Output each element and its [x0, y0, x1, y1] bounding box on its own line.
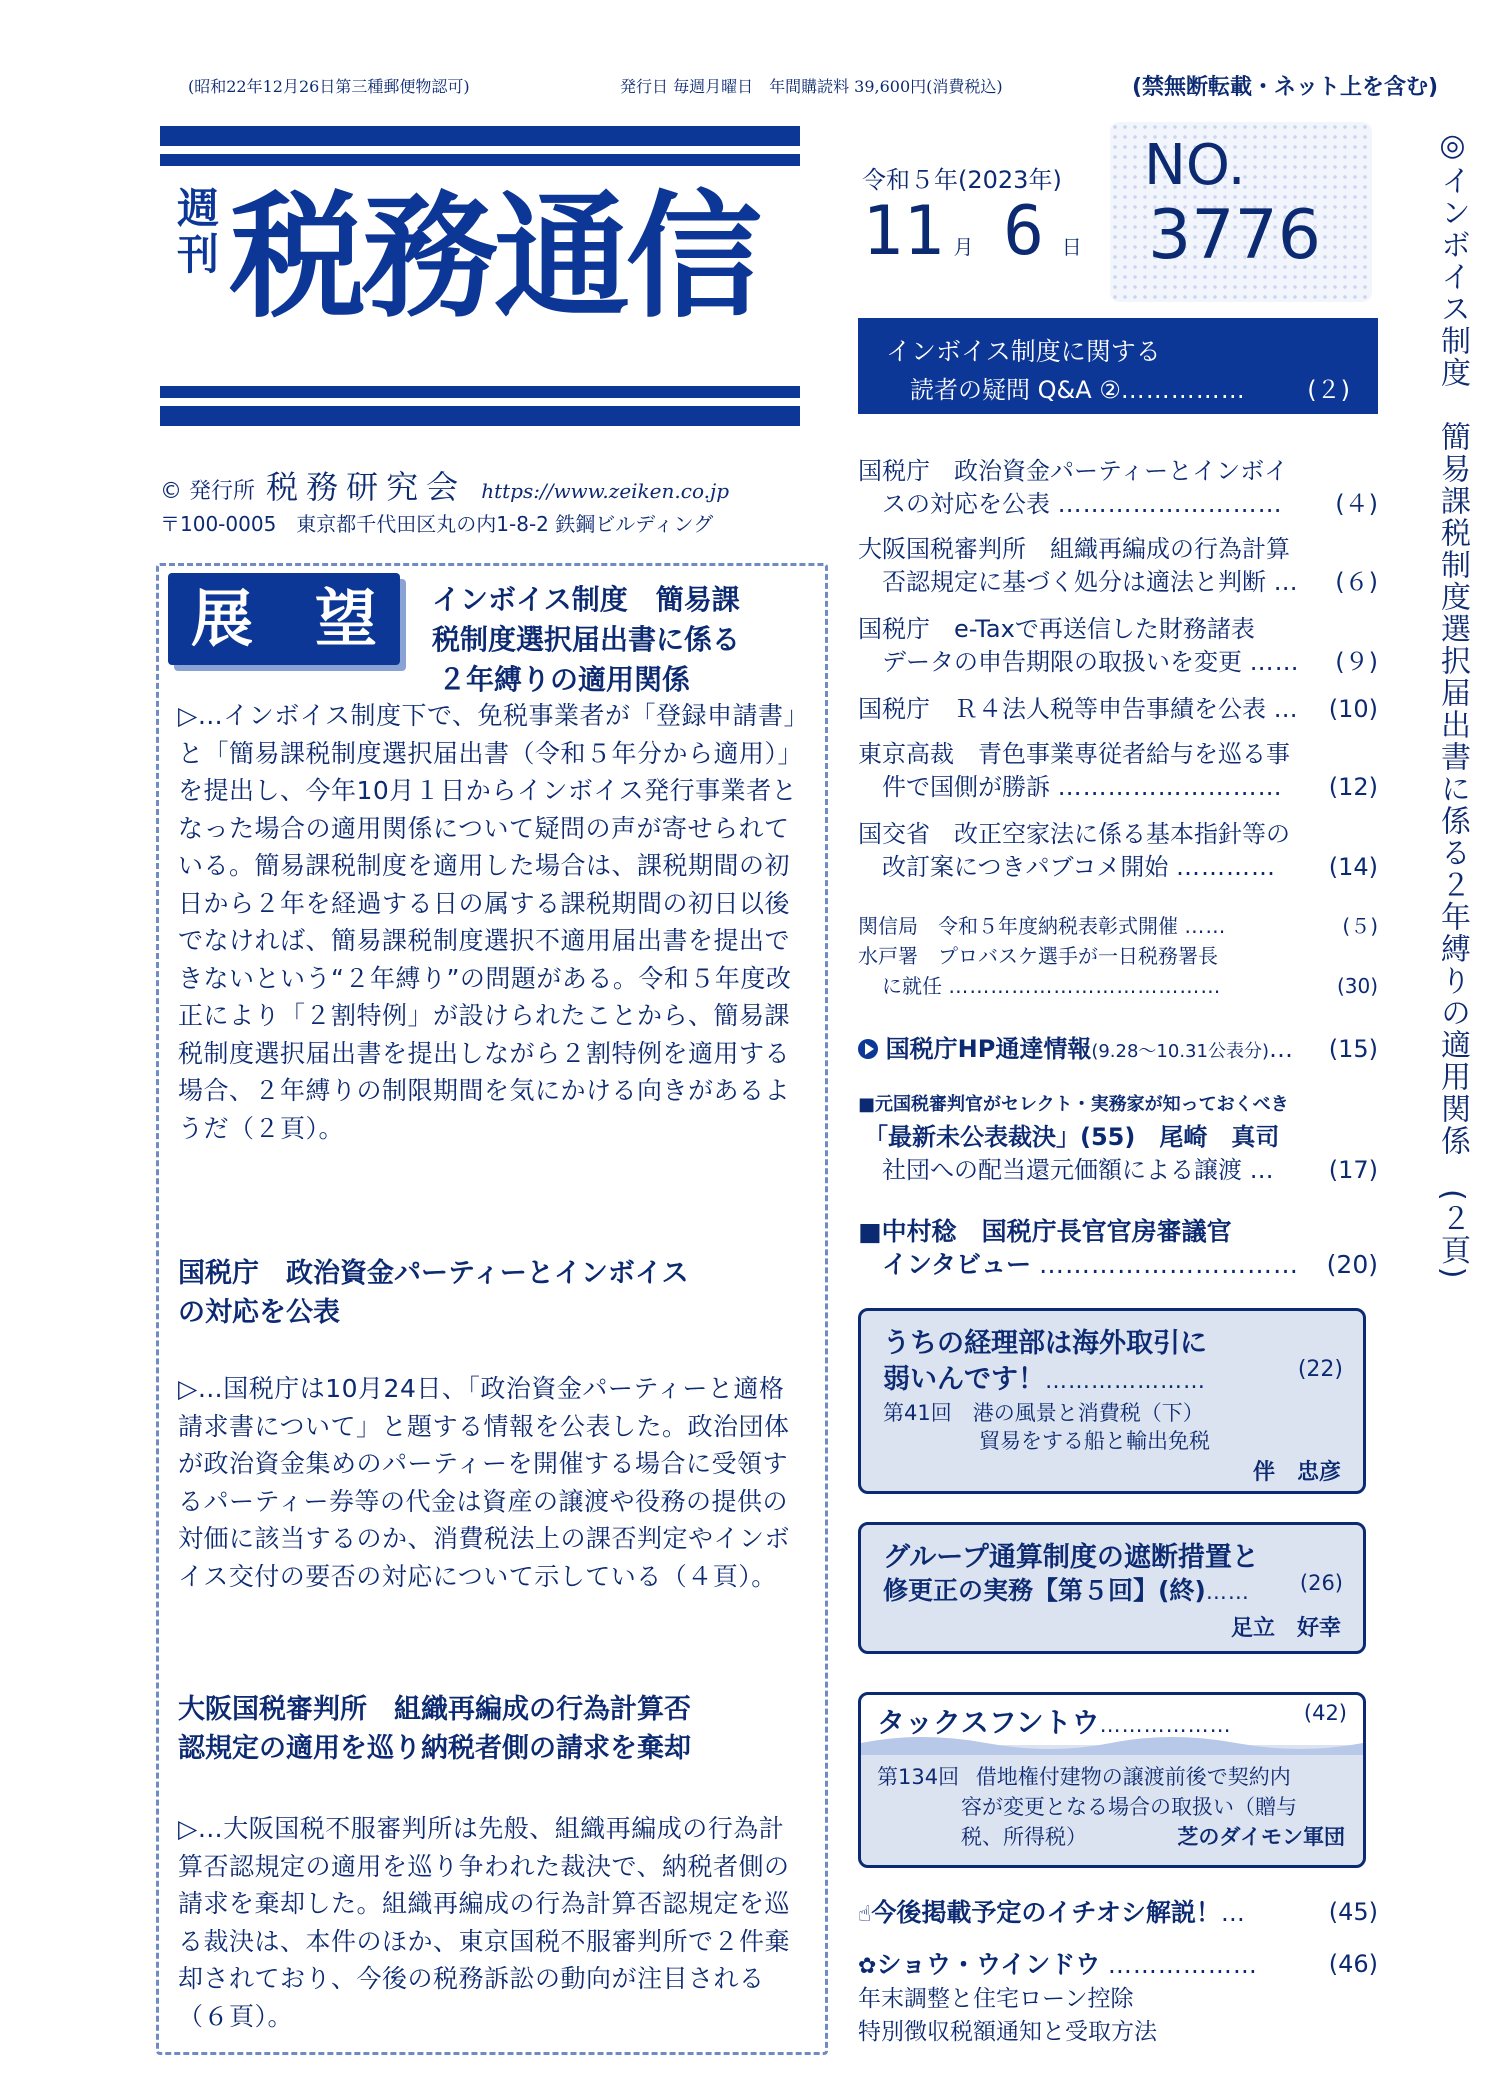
- copyright-label: © 発行所: [160, 479, 255, 504]
- hp-info-page: (15): [1328, 1035, 1378, 1063]
- toc-item[interactable]: 国交省 改正空家法に係る基本指針等の 改訂案につきパブコメ開始 ………… (14): [858, 818, 1378, 884]
- saiketsu-page: (17): [1328, 1156, 1378, 1184]
- serial1-page: (22): [1297, 1357, 1343, 1382]
- serial3-title-row: タックスフントウ……………… (42): [877, 1701, 1347, 1739]
- upcoming-page: (45): [1328, 1898, 1378, 1926]
- serial3-page: (42): [1303, 1701, 1347, 1725]
- publisher-name: 税務研究会: [266, 468, 467, 506]
- toc-item-title: 国税庁 e-Taxで再送信した財務諸表: [858, 615, 1255, 643]
- show-window-page: (46): [1328, 1950, 1378, 1978]
- serial2-title-2: 修更正の実務【第５回】(終): [883, 1576, 1206, 1605]
- serial1-title-row: 弱いんです！………………… (22): [883, 1357, 1343, 1395]
- tenbou-badge-label: 展 望: [190, 582, 377, 655]
- show-window-label: ショウ・ウインドウ: [876, 1950, 1101, 1979]
- publication-title: 税務通信: [230, 177, 758, 337]
- upcoming-item[interactable]: ☝今後掲載予定のイチオシ解説！… (45): [858, 1898, 1378, 1927]
- interview-title: ■中村稔 国税庁長官官房審議官: [858, 1217, 1232, 1246]
- serial3-episode-3-row: [961, 1821, 1345, 1851]
- toc-small-title: 関信局 令和５年度納税表彰式開催: [858, 914, 1178, 938]
- interview-page: (20): [1326, 1250, 1378, 1279]
- serial-taxfuntou-box[interactable]: [858, 1692, 1366, 1868]
- toc-small-title: 水戸署 プロバスケ選手が一日税務署長: [858, 944, 1218, 968]
- toc-item[interactable]: 国税庁 政治資金パーティーとインボイ スの対応を公表 ……………………… (４): [858, 455, 1378, 521]
- day-unit: 日: [1061, 235, 1082, 259]
- saiketsu-title: 「最新未公表裁決」(55) 尾崎 真司: [864, 1123, 1280, 1151]
- toc-item-page: (９): [1335, 648, 1378, 676]
- weekly-label: 週刊: [176, 184, 219, 279]
- serial1-author: 伴 忠彦: [1252, 1460, 1341, 1485]
- toc-small-page: (５): [1342, 914, 1378, 938]
- issue-era: 令和５年(2023年): [862, 166, 1062, 194]
- saiketsu-intro: ■元国税審判官がセレクト・実務家が知っておくべき: [858, 1094, 1289, 1115]
- flower-icon: ✿: [858, 1954, 877, 1979]
- serial1-title-1: うちの経理部は海外取引に: [883, 1328, 1207, 1359]
- show-window-item-2: 特別徴収税額通知と受取方法: [858, 2019, 1157, 2045]
- toc-item[interactable]: 国税庁 e-Taxで再送信した財務諸表 データの申告期限の取扱いを変更 …… (９): [858, 613, 1378, 679]
- month-unit: 月: [953, 235, 974, 259]
- vertical-headline: ◎インボイス制度 簡易課税制度選択届出書に係る２年縛りの適用関係 (２頁): [1435, 128, 1470, 1281]
- article3-body: ▷…大阪国税不服審判所は先般、組織再編成の行為計算否認規定の適用を巡り争われた裁決で、納税者側の請求を棄却した。組織再編成の行為計算否認規定を巡る裁決は、本件のほか、東京国税不服審判所で２件棄却されており、今後の税務訴訟の動向が注目される（６頁）。: [178, 1814, 791, 2031]
- tenbou-headline-line-3: ２年縛りの適用関係: [438, 663, 691, 696]
- serial1-sub: 貿易をする船と輸出免税: [979, 1429, 1210, 1453]
- toc-item-title: 大阪国税審判所 組織再編成の行為計算: [858, 535, 1290, 563]
- publisher-block: [160, 462, 729, 508]
- serial-group-tax-box[interactable]: [858, 1522, 1366, 1654]
- article3-headline: [178, 1690, 798, 1768]
- hp-info-label: 国税庁HP通達情報: [885, 1035, 1092, 1063]
- pointing-hand-icon: ☝: [858, 1902, 872, 1927]
- serial3-episode-2: 容が変更となる場合の取扱い（贈与: [961, 1795, 1297, 1819]
- issue-day: 6: [1003, 192, 1045, 271]
- toc-item-title-cont: スの対応を公表: [882, 490, 1050, 518]
- toc-item-page: (10): [1328, 695, 1378, 723]
- toc-item-title-cont: 否認規定に基づく処分は適法と判断: [882, 568, 1266, 596]
- feature-line-1: インボイス制度に関する: [886, 337, 1161, 366]
- issue-month: 11: [862, 192, 944, 271]
- toc-item[interactable]: 大阪国税審判所 組織再編成の行為計算 否認規定に基づく処分は適法と判断 … (６): [858, 533, 1378, 599]
- feature-line-2: 読者の疑問 Q&A ②: [910, 376, 1121, 404]
- tenbou-headline-line-2: 税制度選択届出書に係る: [432, 623, 741, 656]
- serial3-title: タックスフントウ: [877, 1706, 1100, 1739]
- upcoming-label: 今後掲載予定のイチオシ解説！: [871, 1898, 1221, 1927]
- toc-small-title-cont: に就任: [882, 974, 942, 998]
- serial3-episode-row: [877, 1761, 1291, 1791]
- toc-small-item[interactable]: 関信局 令和５年度納税表彰式開催 …… (５): [858, 911, 1378, 941]
- tenbou-body: ▷…インボイス制度下で、免税事業者が「登録申請書」と「簡易課税制度選択届出書（令和５年分から適用）」を提出し、今年10月１日からインボイス発行事業者となった場合の適用関係について疑問の声が寄せられている。簡易課税制度を適用した場合は、課税期間の初日から２年を経過する日の属する課税期間の初日以後でなければ、簡易課税制度選択不適用届出書を提出できないという“２年縛り”の問題がある。令和５年度改正により「２割特例」が設けられたことから、簡易課税制度選択届出書を提出しながら２割特例を適用する場合、２年縛りの制限期間を気にかける向きがあるようだ（２頁）。: [178, 701, 804, 1143]
- interview-title-cont: インタビュー: [882, 1250, 1032, 1279]
- show-window-item-1: 年末調整と住宅ローン控除: [858, 1986, 1134, 2012]
- article3-headline-line-1: 大阪国税審判所 組織再編成の行為計算否: [178, 1694, 691, 1725]
- tenbou-badge: [168, 573, 400, 665]
- masthead: [160, 126, 800, 426]
- toc-item-page: (４): [1335, 490, 1378, 518]
- article3-headline-line-2: 認規定の適用を巡り納税者側の請求を棄却: [178, 1733, 691, 1764]
- toc-small-item[interactable]: 水戸署 プロバスケ選手が一日税務署長 に就任 ………………………………… (30): [858, 941, 1378, 1001]
- publish-info: 発行日 毎週月曜日 年間購読料 39,600円(消費税込): [620, 77, 1003, 96]
- article2-body: ▷…国税庁は10月24日、「政治資金パーティーと適格請求書について」と題する情報を公表した。政治団体が政治資金集めのパーティーを開催する場合に受領するパーティー券等の代金は資産の譲渡や役務の提供の対価に該当するのか、消費税法上の課否判定やインボイス交付の要否の対応について示している（４頁）。: [178, 1374, 791, 1591]
- play-circle-icon: [858, 1039, 878, 1059]
- hp-info-item[interactable]: 国税庁HP通達情報(9.28～10.31公表分)… (15): [858, 1033, 1378, 1068]
- article2-headline-line-1: 国税庁 政治資金パーティーとインボイス: [178, 1258, 689, 1289]
- saiketsu-sub: 社団への配当還元価額による譲渡: [882, 1156, 1242, 1184]
- serial2-title-1: グループ通算制度の遮断措置と: [883, 1542, 1259, 1573]
- publisher-address: 〒100-0005 東京都千代田区丸の内1-8-2 鉄鋼ビルディング: [160, 512, 714, 536]
- toc-small-page: (30): [1336, 974, 1378, 998]
- serial2-page: (26): [1299, 1571, 1343, 1595]
- toc-item-title: 東京高裁 青色事業専従者給与を巡る事: [858, 740, 1290, 768]
- feature-page: (２): [1307, 376, 1350, 404]
- interview-item[interactable]: ■中村稔 国税庁長官官房審議官 インタビュー ………………………… (20): [858, 1217, 1378, 1279]
- feature-qa-box[interactable]: [858, 318, 1378, 414]
- serial1-title-2: 弱いんです！: [883, 1364, 1045, 1395]
- toc-item-title-cont: 改訂案につきパブコメ開始: [882, 853, 1169, 881]
- serial3-episode-1: 借地権付建物の譲渡前後で契約内: [975, 1765, 1291, 1789]
- issue-number-box: [1110, 122, 1372, 302]
- issue-date: [862, 192, 1082, 271]
- toc-item-title: 国税庁 Ｒ４法人税等申告事績を公表: [858, 695, 1266, 723]
- reprint-notice: (禁無断転載・ネット上を含む): [1132, 75, 1439, 100]
- saiketsu-item[interactable]: 「最新未公表裁決」(55) 尾崎 真司 社団への配当還元価額による譲渡 … (17): [858, 1121, 1378, 1187]
- show-window-item[interactable]: ✿ショウ・ウインドウ ……………… (46) 年末調整と住宅ローン控除 特別徴収税額通知と受取方法: [858, 1948, 1378, 2049]
- permit-text: (昭和22年12月26日第三種郵便物認可): [188, 77, 470, 96]
- serial3-episode-no: 第134回: [877, 1765, 960, 1789]
- issue-no-value: 3776: [1148, 196, 1322, 275]
- tenbou-headline: [432, 580, 812, 700]
- toc-item-title: 国税庁 政治資金パーティーとインボイ: [858, 457, 1289, 485]
- article2-headline-line-2: の対応を公表: [178, 1297, 340, 1328]
- toc-item[interactable]: 東京高裁 青色事業専従者給与を巡る事 件で国側が勝訴 ……………………… (12): [858, 738, 1378, 804]
- hp-info-range: (9.28～10.31公表分): [1091, 1041, 1269, 1062]
- serial3-episode-3: 税、所得税）: [961, 1825, 1087, 1849]
- serial3-author: 芝のダイモン軍団: [1177, 1825, 1345, 1849]
- publisher-url[interactable]: https://www.zeiken.co.jp: [481, 479, 729, 503]
- article2-headline: [178, 1254, 798, 1332]
- serial2-author: 足立 好幸: [1230, 1616, 1341, 1641]
- toc-item[interactable]: 国税庁 Ｒ４法人税等申告事績を公表 … (10): [858, 693, 1378, 726]
- serial-overseas-box[interactable]: [858, 1308, 1366, 1494]
- serial1-episode: 第41回 港の風景と消費税（下）: [883, 1401, 1204, 1425]
- serial2-title-row: 修更正の実務【第５回】(終)…… (26): [883, 1571, 1343, 1605]
- toc-item-title-cont: 件で国側が勝訴: [882, 773, 1050, 801]
- tenbou-headline-line-1: インボイス制度 簡易課: [432, 583, 740, 616]
- toc-item-page: (６): [1335, 568, 1378, 596]
- feature-line-2-row: 読者の疑問 Q&A ②…………… (２): [910, 370, 1350, 405]
- issue-no-label: NO.: [1144, 133, 1246, 198]
- toc-item-page: (12): [1328, 773, 1378, 801]
- toc-item-title: 国交省 改正空家法に係る基本指針等の: [858, 820, 1290, 848]
- toc-item-page: (14): [1328, 853, 1378, 881]
- toc-item-title-cont: データの申告期限の取扱いを変更: [882, 648, 1242, 676]
